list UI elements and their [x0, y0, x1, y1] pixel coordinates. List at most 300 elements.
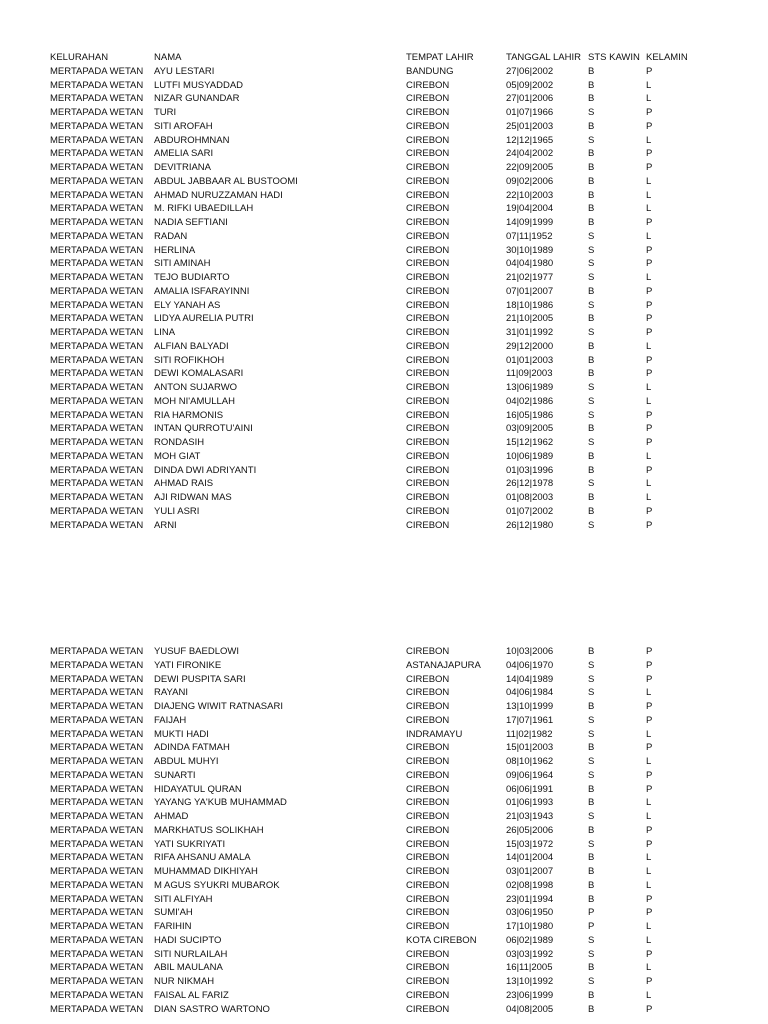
cell-kelurahan: MERTAPADA WETAN: [50, 354, 144, 366]
cell-nama: RAYANI: [154, 687, 188, 699]
table-row: [0, 92, 768, 106]
cell-kelamin: L: [646, 175, 652, 187]
cell-tempat-lahir: CIREBON: [406, 866, 450, 877]
cell-nama: AHMAD: [154, 811, 189, 822]
cell-tanggal-lahir: 23|01|1994: [506, 893, 554, 905]
cell-sts-kawin: B: [588, 742, 595, 754]
cell-tempat-lahir: BANDUNG: [406, 65, 454, 77]
cell-sts-kawin: B: [588, 79, 595, 91]
cell-nama: ABDUL JABBAAR AL BUSTOOMI: [154, 175, 298, 187]
cell-sts-kawin: S: [588, 230, 595, 242]
table-row: [0, 299, 768, 313]
table-row: [0, 464, 768, 478]
cell-kelamin: L: [646, 230, 652, 242]
cell-kelurahan: MERTAPADA WETAN: [50, 65, 144, 77]
cell-nama: ALFIAN BALYADI: [154, 340, 229, 352]
cell-tempat-lahir: CIREBON: [406, 340, 450, 352]
cell-tempat-lahir: CIREBON: [406, 120, 450, 132]
table-row: [0, 65, 768, 79]
cell-sts-kawin: B: [588, 148, 595, 160]
cell-tanggal-lahir: 17|10|1980: [506, 921, 554, 932]
cell-sts-kawin: B: [588, 217, 595, 228]
cell-tempat-lahir: CIREBON: [406, 409, 450, 421]
cell-nama: NIZAR GUNANDAR: [154, 93, 240, 105]
cell-sts-kawin: B: [588, 313, 595, 325]
cell-sts-kawin: S: [588, 673, 595, 685]
cell-tanggal-lahir: 04|04|1980: [506, 258, 554, 270]
table-row: [0, 851, 768, 865]
cell-tempat-lahir: CIREBON: [406, 79, 450, 91]
cell-kelamin: P: [646, 437, 653, 448]
cell-tanggal-lahir: 30|10|1989: [506, 244, 554, 256]
cell-kelurahan: MERTAPADA WETAN: [50, 79, 144, 91]
cell-tanggal-lahir: 01|06|1993: [506, 797, 554, 809]
cell-kelamin: L: [646, 728, 652, 740]
cell-tanggal-lahir: 15|01|2003: [506, 742, 554, 754]
table-row: [0, 505, 768, 519]
cell-tempat-lahir: CIREBON: [406, 313, 450, 325]
cell-kelurahan: MERTAPADA WETAN: [50, 866, 144, 877]
cell-tanggal-lahir: 26|12|1980: [506, 519, 554, 531]
table-row: [0, 312, 768, 326]
cell-tanggal-lahir: 09|06|1964: [506, 769, 554, 781]
cell-tanggal-lahir: 06|06|1991: [506, 783, 554, 795]
cell-tanggal-lahir: 29|12|2000: [506, 340, 554, 352]
cell-tempat-lahir: CIREBON: [406, 879, 450, 891]
cell-kelurahan: MERTAPADA WETAN: [50, 824, 144, 836]
cell-nama: RADAN: [154, 230, 188, 242]
cell-tanggal-lahir: 07|11|1952: [506, 230, 553, 242]
cell-sts-kawin: S: [588, 811, 595, 822]
cell-nama: RIFA AHSANU AMALA: [154, 852, 251, 864]
cell-kelurahan: MERTAPADA WETAN: [50, 327, 144, 338]
cell-sts-kawin: S: [588, 272, 595, 283]
cell-tempat-lahir: CIREBON: [406, 450, 450, 462]
cell-nama: ABDUL MUHYI: [154, 756, 219, 767]
cell-nama: DEWI KOMALASARI: [154, 368, 244, 380]
table-row: [0, 824, 768, 838]
header-sts-kawin: STS KAWIN: [588, 52, 640, 63]
cell-tanggal-lahir: 14|01|2004: [506, 852, 554, 864]
cell-kelamin: L: [646, 934, 652, 946]
table-row: [0, 865, 768, 879]
cell-tanggal-lahir: 26|05|2006: [506, 824, 554, 836]
cell-kelurahan: MERTAPADA WETAN: [50, 285, 144, 297]
table-row: [0, 257, 768, 271]
cell-tanggal-lahir: 09|02|2006: [506, 175, 554, 187]
cell-tanggal-lahir: 01|07|1966: [506, 107, 554, 118]
cell-tempat-lahir: CIREBON: [406, 299, 450, 311]
table-row: [0, 673, 768, 687]
cell-nama: MUKTI HADI: [154, 728, 209, 740]
cell-nama: DIAN SASTRO WARTONO: [154, 1003, 270, 1015]
cell-kelurahan: MERTAPADA WETAN: [50, 93, 144, 105]
cell-kelamin: P: [646, 714, 653, 726]
cell-nama: ABDUROHMNAN: [154, 134, 230, 146]
cell-kelamin: L: [646, 852, 652, 864]
cell-tempat-lahir: CIREBON: [406, 382, 450, 393]
cell-tempat-lahir: CIREBON: [406, 742, 450, 754]
cell-nama: SITI ROFIKHOH: [154, 354, 225, 366]
cell-kelurahan: MERTAPADA WETAN: [50, 893, 144, 905]
cell-tanggal-lahir: 21|10|2005: [506, 313, 554, 325]
cell-kelurahan: MERTAPADA WETAN: [50, 728, 144, 740]
cell-kelamin: P: [646, 769, 653, 781]
cell-kelurahan: MERTAPADA WETAN: [50, 976, 144, 987]
cell-kelamin: L: [646, 962, 652, 974]
cell-sts-kawin: B: [588, 464, 595, 476]
cell-tanggal-lahir: 25|01|2003: [506, 120, 554, 132]
cell-sts-kawin: P: [588, 921, 595, 932]
cell-sts-kawin: S: [588, 838, 595, 850]
cell-tanggal-lahir: 04|02|1986: [506, 395, 554, 407]
cell-tanggal-lahir: 21|03|1943: [506, 811, 554, 822]
cell-kelamin: L: [646, 382, 652, 393]
cell-tempat-lahir: CIREBON: [406, 921, 450, 932]
table-row: [0, 961, 768, 975]
cell-sts-kawin: B: [588, 368, 595, 380]
cell-kelamin: P: [646, 354, 653, 366]
cell-tempat-lahir: CIREBON: [406, 492, 450, 503]
cell-tempat-lahir: CIREBON: [406, 714, 450, 726]
cell-kelurahan: MERTAPADA WETAN: [50, 948, 144, 960]
cell-tempat-lahir: CIREBON: [406, 423, 450, 435]
table-row: [0, 161, 768, 175]
cell-tempat-lahir: CIREBON: [406, 464, 450, 476]
table-row: [0, 728, 768, 742]
cell-kelurahan: MERTAPADA WETAN: [50, 203, 144, 215]
cell-kelurahan: MERTAPADA WETAN: [50, 437, 144, 448]
cell-nama: ELY YANAH AS: [154, 299, 221, 311]
cell-tanggal-lahir: 01|08|2003: [506, 492, 554, 503]
cell-tanggal-lahir: 03|01|2007: [506, 866, 554, 877]
cell-kelamin: P: [646, 244, 653, 256]
cell-tempat-lahir: CIREBON: [406, 962, 450, 974]
table-row: [0, 175, 768, 189]
table-row: [0, 989, 768, 1003]
table-row: [0, 422, 768, 436]
cell-tanggal-lahir: 19|04|2004: [506, 203, 554, 215]
cell-tempat-lahir: CIREBON: [406, 272, 450, 283]
cell-tempat-lahir: CIREBON: [406, 783, 450, 795]
table-row: [0, 450, 768, 464]
cell-tempat-lahir: CIREBON: [406, 519, 450, 531]
cell-tanggal-lahir: 24|04|2002: [506, 148, 554, 160]
cell-tempat-lahir: CIREBON: [406, 230, 450, 242]
cell-tanggal-lahir: 01|07|2002: [506, 505, 554, 517]
cell-nama: M. RIFKI UBAEDILLAH: [154, 203, 254, 215]
table-row: [0, 783, 768, 797]
cell-nama: ARNI: [154, 519, 177, 531]
cell-nama: YATI FIRONIKE: [154, 659, 222, 671]
cell-nama: YULI ASRI: [154, 505, 200, 517]
cell-kelurahan: MERTAPADA WETAN: [50, 838, 144, 850]
table-row: [0, 189, 768, 203]
table-row: [0, 381, 768, 395]
cell-tempat-lahir: CIREBON: [406, 989, 450, 1001]
cell-nama: SUMI'AH: [154, 907, 193, 919]
cell-kelamin: P: [646, 217, 653, 228]
cell-kelamin: L: [646, 492, 652, 503]
cell-tempat-lahir: CIREBON: [406, 148, 450, 160]
cell-nama: LINA: [154, 327, 176, 338]
cell-sts-kawin: S: [588, 244, 595, 256]
cell-nama: YAYANG YA'KUB MUHAMMAD: [154, 797, 287, 809]
cell-sts-kawin: B: [588, 162, 595, 173]
cell-tempat-lahir: CIREBON: [406, 852, 450, 864]
cell-kelamin: P: [646, 162, 653, 173]
cell-nama: SITI AROFAH: [154, 120, 213, 132]
cell-tanggal-lahir: 11|09|2003: [506, 368, 553, 380]
cell-kelurahan: MERTAPADA WETAN: [50, 673, 144, 685]
cell-tanggal-lahir: 14|09|1999: [506, 217, 554, 228]
cell-tempat-lahir: CIREBON: [406, 797, 450, 809]
cell-nama: FARIHIN: [154, 921, 192, 932]
cell-nama: AMALIA ISFARAYINNI: [154, 285, 250, 297]
table-row: [0, 79, 768, 93]
cell-nama: TURI: [154, 107, 177, 118]
cell-kelamin: L: [646, 395, 652, 407]
cell-kelamin: P: [646, 148, 653, 160]
cell-nama: MOH NI'AMULLAH: [154, 395, 235, 407]
header-tempat-lahir: TEMPAT LAHIR: [406, 52, 474, 63]
table-row: [0, 106, 768, 120]
cell-nama: NADIA SEFTIANI: [154, 217, 228, 228]
cell-kelurahan: MERTAPADA WETAN: [50, 879, 144, 891]
cell-kelurahan: MERTAPADA WETAN: [50, 756, 144, 767]
cell-tanggal-lahir: 14|04|1989: [506, 673, 554, 685]
cell-sts-kawin: S: [588, 395, 595, 407]
cell-kelamin: L: [646, 450, 652, 462]
table-row: [0, 244, 768, 258]
cell-sts-kawin: S: [588, 299, 595, 311]
cell-tempat-lahir: CIREBON: [406, 948, 450, 960]
table-row: [0, 367, 768, 381]
table-row: [0, 893, 768, 907]
cell-tanggal-lahir: 16|11|2005: [506, 962, 553, 974]
cell-kelurahan: MERTAPADA WETAN: [50, 340, 144, 352]
cell-kelamin: P: [646, 742, 653, 754]
cell-kelurahan: MERTAPADA WETAN: [50, 934, 144, 946]
cell-kelurahan: MERTAPADA WETAN: [50, 701, 144, 712]
cell-tempat-lahir: CIREBON: [406, 258, 450, 270]
cell-tempat-lahir: CIREBON: [406, 217, 450, 228]
cell-tanggal-lahir: 04|08|2005: [506, 1003, 554, 1015]
cell-sts-kawin: B: [588, 65, 595, 77]
cell-tempat-lahir: CIREBON: [406, 175, 450, 187]
cell-kelurahan: MERTAPADA WETAN: [50, 313, 144, 325]
table-row: [0, 271, 768, 285]
cell-kelamin: L: [646, 340, 652, 352]
cell-tanggal-lahir: 23|06|1999: [506, 989, 554, 1001]
cell-tanggal-lahir: 31|01|1992: [506, 327, 554, 338]
cell-nama: DEWI PUSPITA SARI: [154, 673, 246, 685]
cell-tanggal-lahir: 10|03|2006: [506, 646, 554, 657]
cell-tempat-lahir: CIREBON: [406, 93, 450, 105]
cell-tanggal-lahir: 15|03|1972: [506, 838, 554, 850]
cell-kelurahan: MERTAPADA WETAN: [50, 659, 144, 671]
cell-nama: AHMAD NURUZZAMAN HADI: [154, 189, 283, 201]
cell-tanggal-lahir: 03|03|1992: [506, 948, 554, 960]
cell-tanggal-lahir: 27|01|2006: [506, 93, 554, 105]
table-row: [0, 519, 768, 533]
cell-tanggal-lahir: 27|06|2002: [506, 65, 554, 77]
cell-nama: ADINDA FATMAH: [154, 742, 230, 754]
cell-sts-kawin: S: [588, 258, 595, 270]
cell-kelamin: P: [646, 313, 653, 325]
cell-sts-kawin: B: [588, 340, 595, 352]
cell-kelurahan: MERTAPADA WETAN: [50, 478, 144, 490]
cell-kelurahan: MERTAPADA WETAN: [50, 299, 144, 311]
cell-tempat-lahir: CIREBON: [406, 354, 450, 366]
cell-tempat-lahir: KOTA CIREBON: [406, 934, 477, 946]
cell-kelurahan: MERTAPADA WETAN: [50, 368, 144, 380]
cell-tempat-lahir: CIREBON: [406, 244, 450, 256]
cell-tempat-lahir: CIREBON: [406, 673, 450, 685]
cell-tempat-lahir: CIREBON: [406, 395, 450, 407]
cell-nama: HERLINA: [154, 244, 196, 256]
cell-nama: RIA HARMONIS: [154, 409, 224, 421]
cell-nama: AYU LESTARI: [154, 65, 215, 77]
table-row: [0, 1003, 768, 1017]
cell-sts-kawin: B: [588, 866, 595, 877]
cell-kelamin: L: [646, 811, 652, 822]
cell-sts-kawin: B: [588, 93, 595, 105]
cell-kelurahan: MERTAPADA WETAN: [50, 907, 144, 919]
cell-nama: YATI SUKRIYATI: [154, 838, 226, 850]
cell-kelamin: L: [646, 478, 652, 490]
cell-kelamin: L: [646, 272, 652, 283]
cell-tempat-lahir: CIREBON: [406, 437, 450, 448]
table-row: [0, 202, 768, 216]
cell-sts-kawin: S: [588, 409, 595, 421]
table-row: [0, 796, 768, 810]
cell-tanggal-lahir: 12|12|1965: [506, 134, 554, 146]
cell-kelamin: P: [646, 824, 653, 836]
header-row: [0, 51, 768, 65]
cell-kelurahan: MERTAPADA WETAN: [50, 921, 144, 932]
cell-nama: ANTON SUJARWO: [154, 382, 238, 393]
table-row: [0, 354, 768, 368]
cell-kelurahan: MERTAPADA WETAN: [50, 811, 144, 822]
cell-kelamin: L: [646, 203, 652, 215]
cell-kelamin: P: [646, 519, 653, 531]
table-row: [0, 395, 768, 409]
cell-sts-kawin: B: [588, 824, 595, 836]
cell-kelurahan: MERTAPADA WETAN: [50, 450, 144, 462]
table-row: [0, 134, 768, 148]
cell-kelamin: P: [646, 838, 653, 850]
cell-sts-kawin: B: [588, 989, 595, 1001]
cell-kelamin: P: [646, 299, 653, 311]
cell-kelamin: L: [646, 93, 652, 105]
cell-sts-kawin: B: [588, 203, 595, 215]
cell-sts-kawin: S: [588, 327, 595, 338]
cell-tempat-lahir: CIREBON: [406, 162, 450, 173]
cell-sts-kawin: S: [588, 437, 595, 448]
cell-kelurahan: MERTAPADA WETAN: [50, 769, 144, 781]
cell-tempat-lahir: CIREBON: [406, 769, 450, 781]
cell-tempat-lahir: CIREBON: [406, 203, 450, 215]
cell-sts-kawin: S: [588, 519, 595, 531]
header-tanggal-lahir: TANGGAL LAHIR: [506, 52, 581, 63]
cell-kelurahan: MERTAPADA WETAN: [50, 189, 144, 201]
cell-kelamin: P: [646, 368, 653, 380]
cell-tanggal-lahir: 02|08|1998: [506, 879, 554, 891]
cell-nama: SITI NURLAILAH: [154, 948, 228, 960]
cell-kelamin: P: [646, 893, 653, 905]
cell-sts-kawin: B: [588, 285, 595, 297]
cell-nama: YUSUF BAEDLOWI: [154, 646, 239, 657]
cell-kelamin: P: [646, 659, 653, 671]
cell-nama: AHMAD RAIS: [154, 478, 214, 490]
table-row: [0, 491, 768, 505]
cell-nama: RONDASIH: [154, 437, 205, 448]
cell-nama: INTAN QURROTU'AINI: [154, 423, 253, 435]
cell-tempat-lahir: CIREBON: [406, 907, 450, 919]
cell-tempat-lahir: CIREBON: [406, 976, 450, 987]
cell-tanggal-lahir: 21|02|1977: [506, 272, 554, 283]
cell-tanggal-lahir: 03|09|2005: [506, 423, 554, 435]
cell-tempat-lahir: CIREBON: [406, 285, 450, 297]
table-row: [0, 769, 768, 783]
cell-kelurahan: MERTAPADA WETAN: [50, 217, 144, 228]
cell-kelamin: P: [646, 673, 653, 685]
cell-sts-kawin: B: [588, 962, 595, 974]
cell-kelamin: P: [646, 409, 653, 421]
cell-tanggal-lahir: 05|09|2002: [506, 79, 554, 91]
cell-kelamin: L: [646, 134, 652, 146]
table-row: [0, 686, 768, 700]
cell-tanggal-lahir: 01|03|1996: [506, 464, 554, 476]
cell-kelamin: L: [646, 189, 652, 201]
cell-tanggal-lahir: 13|10|1999: [506, 701, 554, 712]
cell-nama: AMELIA SARI: [154, 148, 214, 160]
table-row: [0, 120, 768, 134]
cell-sts-kawin: S: [588, 976, 595, 987]
table-row: [0, 340, 768, 354]
cell-nama: DEVITRIANA: [154, 162, 212, 173]
cell-sts-kawin: S: [588, 134, 595, 146]
table-row: [0, 645, 768, 659]
cell-kelurahan: MERTAPADA WETAN: [50, 783, 144, 795]
cell-kelurahan: MERTAPADA WETAN: [50, 272, 144, 283]
cell-kelamin: P: [646, 120, 653, 132]
cell-kelurahan: MERTAPADA WETAN: [50, 134, 144, 146]
table-row: [0, 879, 768, 893]
cell-tempat-lahir: CIREBON: [406, 838, 450, 850]
cell-tempat-lahir: ASTANAJAPURA: [406, 659, 481, 671]
cell-kelamin: P: [646, 327, 653, 338]
cell-kelamin: P: [646, 65, 653, 77]
cell-tempat-lahir: CIREBON: [406, 478, 450, 490]
cell-kelamin: L: [646, 866, 652, 877]
cell-sts-kawin: B: [588, 783, 595, 795]
cell-kelurahan: MERTAPADA WETAN: [50, 742, 144, 754]
table-block-1: [0, 51, 768, 532]
cell-tanggal-lahir: 07|01|2007: [506, 285, 554, 297]
cell-tanggal-lahir: 08|10|1962: [506, 756, 554, 767]
cell-kelurahan: MERTAPADA WETAN: [50, 1003, 144, 1015]
cell-sts-kawin: B: [588, 189, 595, 201]
cell-kelamin: P: [646, 783, 653, 795]
table-row: [0, 659, 768, 673]
cell-nama: M AGUS SYUKRI MUBAROK: [154, 879, 280, 891]
cell-tanggal-lahir: 01|01|2003: [506, 354, 554, 366]
cell-sts-kawin: B: [588, 120, 595, 132]
cell-tempat-lahir: CIREBON: [406, 368, 450, 380]
table-row: [0, 436, 768, 450]
